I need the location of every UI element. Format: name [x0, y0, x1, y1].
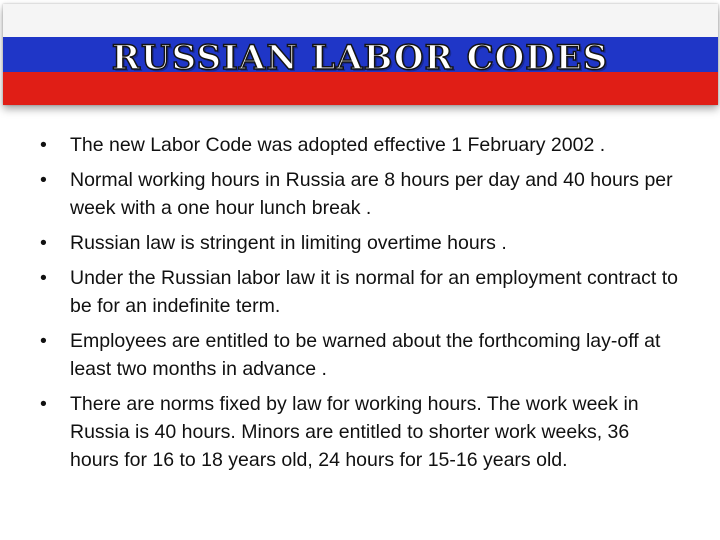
- bullet-text: Russian law is stringent in limiting overtime hours .: [70, 232, 507, 254]
- bullet-dot-icon: •: [40, 232, 47, 254]
- bullet-item: [40, 327, 680, 383]
- bullet-item: [40, 131, 680, 159]
- flag-white-stripe: [3, 4, 718, 37]
- slide-title: RUSSIAN LABOR CODES: [111, 38, 609, 78]
- bullet-item: [40, 166, 680, 222]
- bullet-dot-icon: •: [40, 134, 47, 156]
- bullet-dot-icon: •: [40, 393, 47, 415]
- bullet-dot-icon: •: [40, 267, 47, 289]
- bullet-text: Normal working hours in Russia are 8 hours per day and 40 hours per week with a one hour lunch break .: [70, 169, 673, 219]
- bullet-text: Employees are entitled to be warned about the forthcoming lay-off at least two months in advance .: [70, 330, 661, 380]
- bullet-dot-icon: •: [40, 330, 47, 352]
- bullet-item: [40, 390, 680, 474]
- bullet-text: Under the Russian labor law it is normal for an employment contract to be for an indefinite term.: [70, 267, 679, 317]
- bullet-text: There are norms fixed by law for working hours. The work week in Russia is 40 hours. Minors are entitled to shorter work weeks, 36 hours for 16 to 18 years old, 24 hours for 15-16 years old.: [70, 393, 639, 471]
- bullet-item: [40, 229, 680, 257]
- bullet-text: The new Labor Code was adopted effective 1 February 2002 .: [70, 134, 606, 156]
- bullet-list: [40, 131, 680, 481]
- bullet-dot-icon: •: [40, 169, 47, 191]
- bullet-item: [40, 264, 680, 320]
